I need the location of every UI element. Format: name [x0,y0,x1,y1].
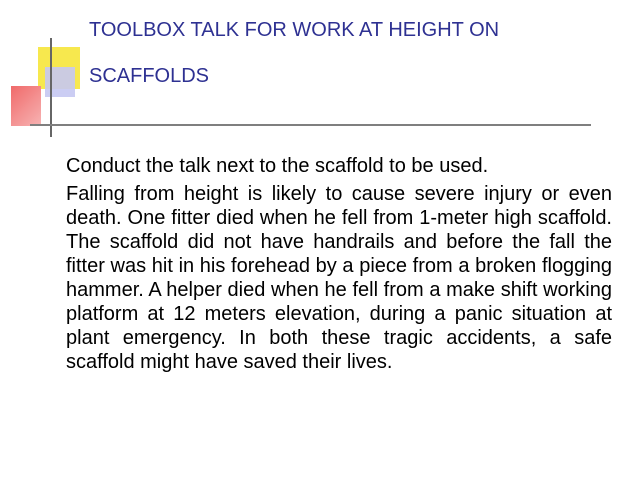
decor-red-square [11,86,41,126]
slide-title-line-2: SCAFFOLDS [89,65,210,87]
decor-vertical-rule [50,38,52,137]
title-underline-rule [30,124,591,126]
slide-title [89,14,619,92]
slide-title-line-1: TOOLBOX TALK FOR WORK AT HEIGHT ON [89,19,500,41]
lead-paragraph: Conduct the talk next to the scaffold to be used. [66,155,489,177]
body-paragraph: Falling from height is likely to cause severe injury or even death. One fitter died when he fell from 1-meter high scaffold. The scaffold did not have handrails and before the fall the fitter was hit in his forehead by a piece from a broken flogging hammer. A helper died when he fell from a make shift working platform at 12 meters elevation, during a panic situation at plant emergency. In both these tragic accidents, a safe scaffold might have saved their lives. [66,183,612,373]
